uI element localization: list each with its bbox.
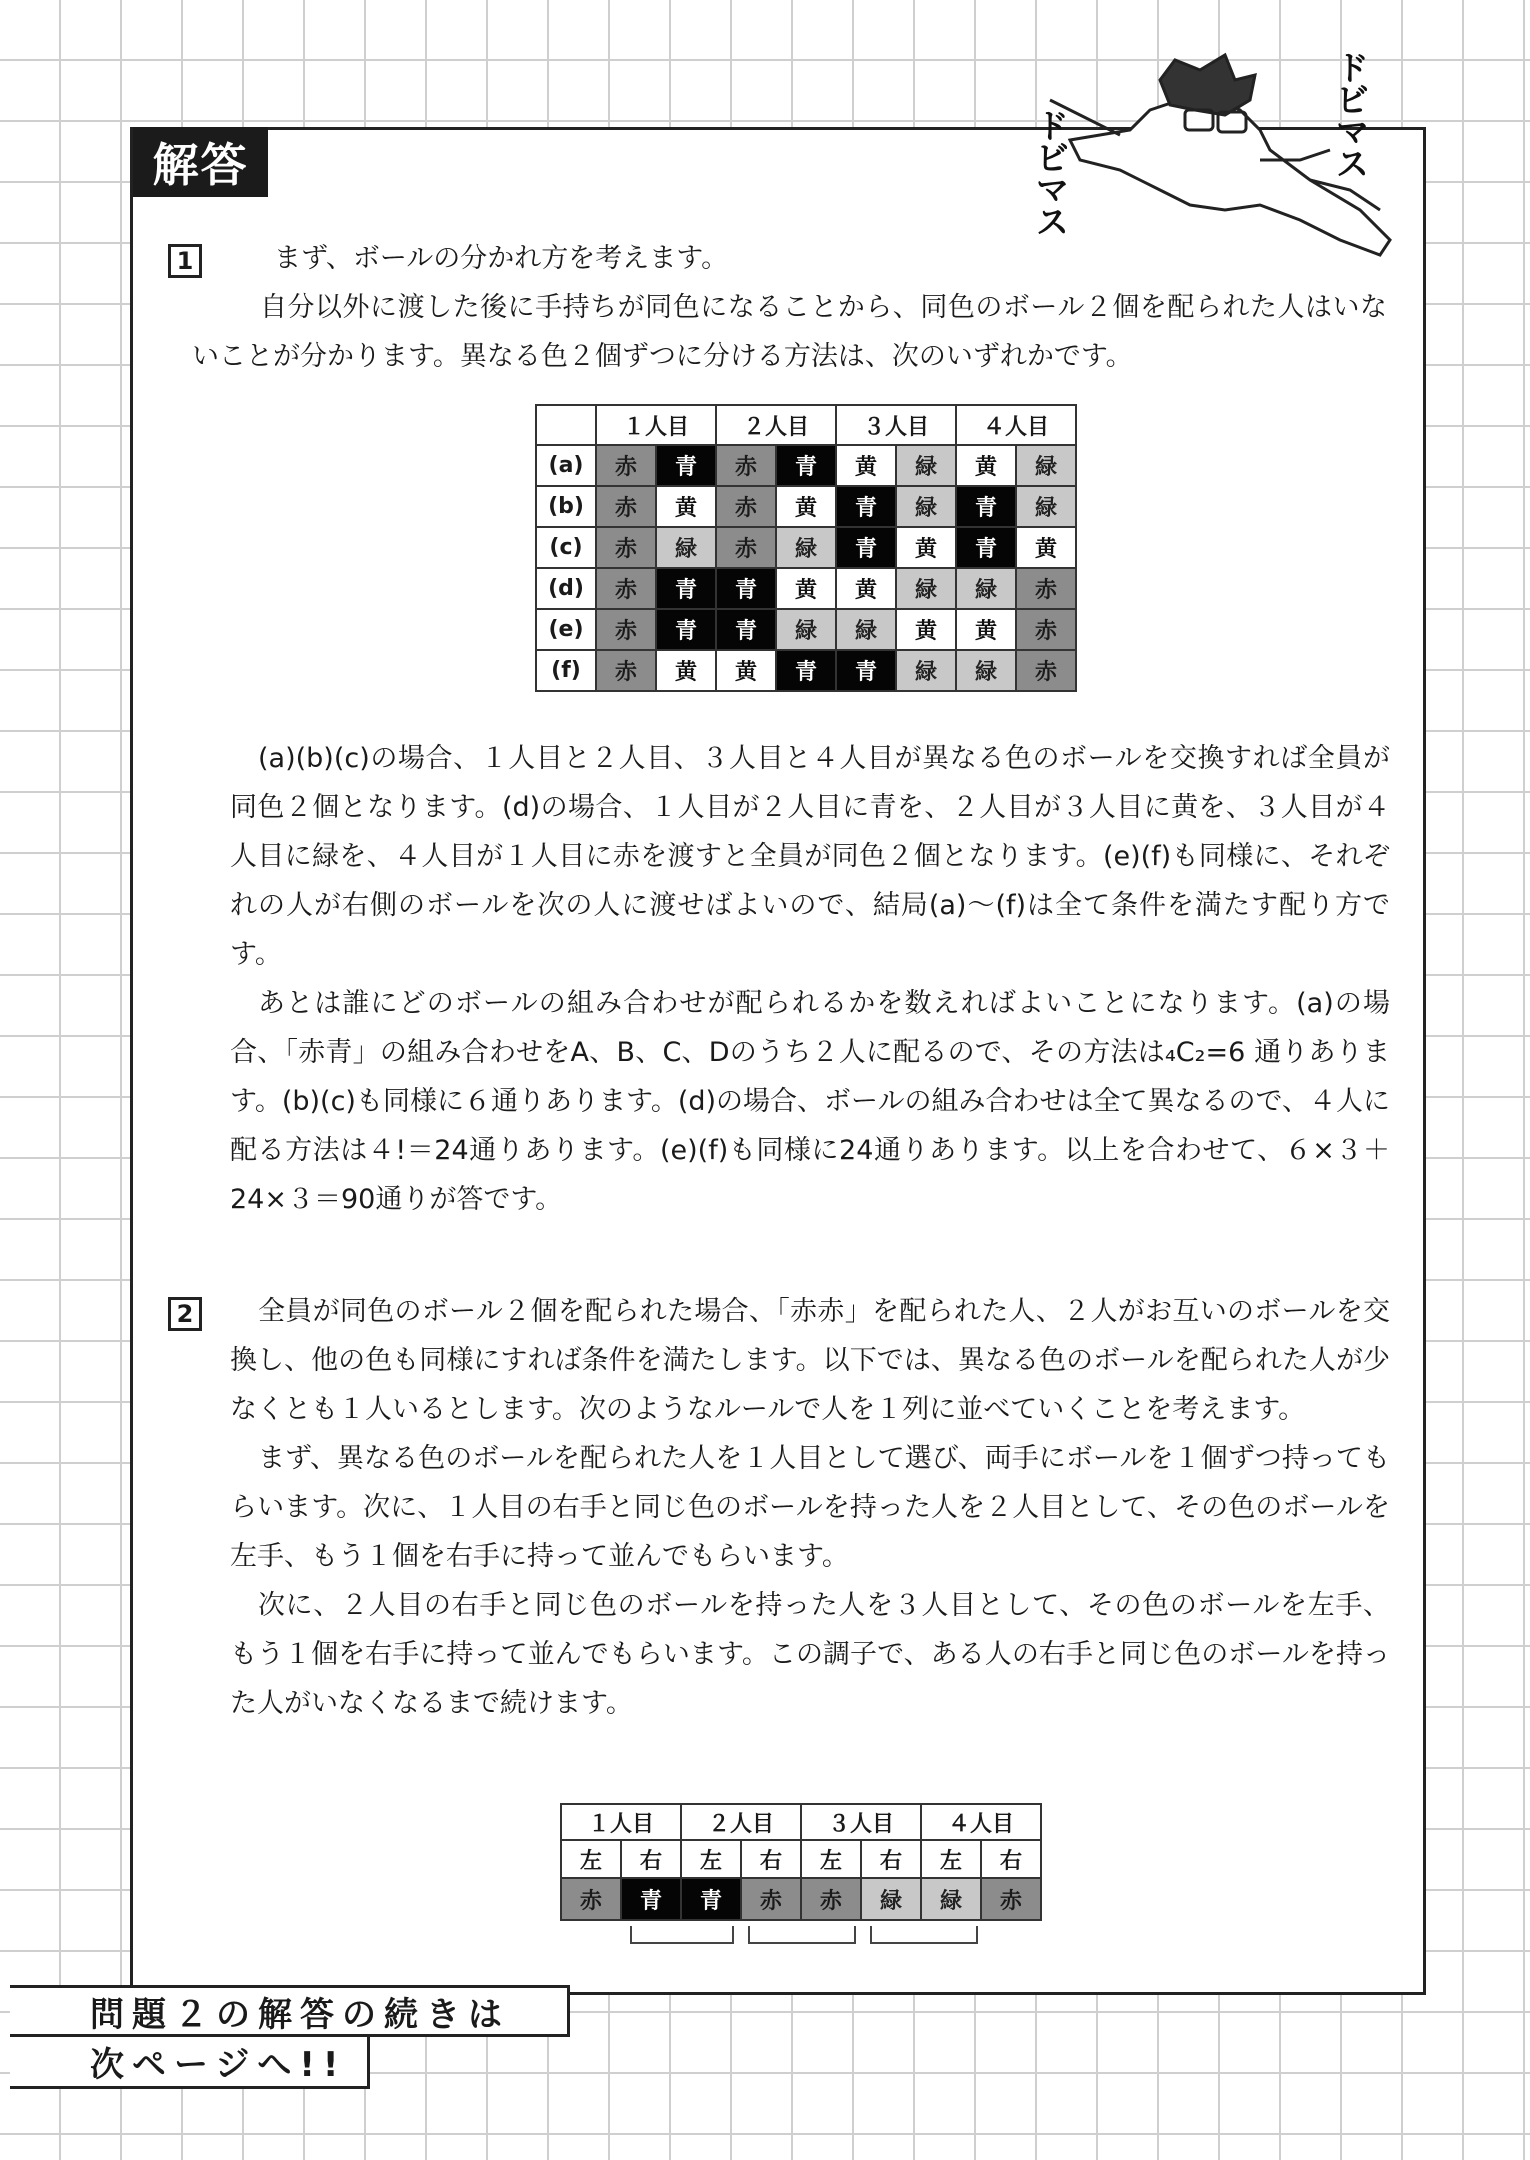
row-label: (b) bbox=[536, 486, 596, 527]
color-cell: 青 bbox=[776, 650, 836, 691]
hand-cell: 右 bbox=[981, 1840, 1041, 1878]
color-cell: 緑 bbox=[896, 568, 956, 609]
ball-distribution-table bbox=[535, 404, 1077, 692]
table-header-cell: ３人目 bbox=[836, 405, 956, 445]
color-cell: 赤 bbox=[596, 486, 656, 527]
table-header-cell: ３人目 bbox=[801, 1804, 921, 1840]
table-header-cell: ２人目 bbox=[716, 405, 836, 445]
color-cell: 黄 bbox=[1016, 527, 1076, 568]
problem-number-2: 2 bbox=[168, 1297, 202, 1331]
color-cell: 青 bbox=[656, 609, 716, 650]
hand-cell: 右 bbox=[621, 1840, 681, 1878]
hand-cell: 右 bbox=[741, 1840, 801, 1878]
color-cell: 黄 bbox=[956, 609, 1016, 650]
hand-cell: 左 bbox=[921, 1840, 981, 1878]
color-cell: 青 bbox=[836, 650, 896, 691]
color-cell: 青 bbox=[956, 486, 1016, 527]
paragraph: 次に、２人目の右手と同じ色のボールを持った人を３人目として、その色のボールを左手、もう１個を右手に持って並んでもらいます。この調子で、ある人の右手と同じ色のボールを持った人がいなくなるまで続けます。 bbox=[230, 1590, 1390, 1719]
sound-effect-text: ドビマス bbox=[1329, 50, 1369, 178]
table-row bbox=[536, 609, 1076, 650]
table-header-row bbox=[561, 1804, 1041, 1840]
color-cell: 赤 bbox=[596, 568, 656, 609]
table-row bbox=[536, 650, 1076, 691]
color-cell: 緑 bbox=[776, 527, 836, 568]
color-cell: 青 bbox=[836, 527, 896, 568]
row-label: (f) bbox=[536, 650, 596, 691]
pair-bracket bbox=[748, 1926, 856, 1944]
answer-header: 解答 bbox=[133, 127, 268, 197]
color-cell: 赤 bbox=[596, 650, 656, 691]
table-row bbox=[536, 486, 1076, 527]
color-cell: 緑 bbox=[921, 1878, 981, 1920]
color-cell: 緑 bbox=[896, 486, 956, 527]
color-cell: 赤 bbox=[981, 1878, 1041, 1920]
hand-sequence-table bbox=[560, 1803, 1042, 1921]
color-cell: 赤 bbox=[596, 609, 656, 650]
color-cell: 緑 bbox=[896, 445, 956, 486]
color-cell: 青 bbox=[656, 445, 716, 486]
table-header-cell: １人目 bbox=[596, 405, 716, 445]
color-cell: 青 bbox=[716, 568, 776, 609]
row-label: (d) bbox=[536, 568, 596, 609]
color-cell: 赤 bbox=[801, 1878, 861, 1920]
hand-cell: 左 bbox=[801, 1840, 861, 1878]
paragraph: 自分以外に渡した後に手持ちが同色になることから、同色のボール２個を配られた人はいないことが分かります。異なる色２個ずつに分ける方法は、次のいずれかです。 bbox=[192, 292, 1387, 372]
color-cell: 黄 bbox=[836, 445, 896, 486]
row-label: (e) bbox=[536, 609, 596, 650]
color-cell: 黄 bbox=[836, 568, 896, 609]
color-cell: 青 bbox=[656, 568, 716, 609]
color-cell: 黄 bbox=[896, 609, 956, 650]
section-1-explanation bbox=[230, 734, 1390, 1224]
table-row bbox=[536, 527, 1076, 568]
paragraph: あとは誰にどのボールの組み合わせが配られるかを数えればよいことになります。(a)の場合、「赤青」の組み合わせをA、B、C、Dのうち２人に配るので、その方法は₄C₂=6 通りあります。(b)(c)も同様に６通りあります。(d)の場合、ボールの組み合わせは全て異なるので、４人に配る方法は４!＝24通りあります。(e)(f)も同様に24通りあります。以上を合わせて、６×３＋24×３＝90通りが答です。 bbox=[230, 988, 1390, 1215]
paragraph: まず、異なる色のボールを配られた人を１人目として選び、両手にボールを１個ずつ持ってもらいます。次に、１人目の右手と同じ色のボールを持った人を２人目として、その色のボールを左手、もう１個を右手に持って並んでもらいます。 bbox=[230, 1443, 1390, 1572]
color-cell: 青 bbox=[716, 609, 776, 650]
color-cell: 青 bbox=[776, 445, 836, 486]
table-header-cell: １人目 bbox=[561, 1804, 681, 1840]
color-cell: 緑 bbox=[861, 1878, 921, 1920]
color-cell: 赤 bbox=[561, 1878, 621, 1920]
pair-bracket bbox=[630, 1926, 734, 1944]
hand-row bbox=[561, 1840, 1041, 1878]
paragraph: (a)(b)(c)の場合、１人目と２人目、３人目と４人目が異なる色のボールを交換すれば全員が同色２個となります。(d)の場合、１人目が２人目に青を、２人目が３人目に黄を、３人目が４人目に緑を、４人目が１人目に赤を渡すと全員が同色２個となります。(e)(f)も同様に、それぞれの人が右側のボールを次の人に渡せばよいので、結局(a)～(f)は全て条件を満たす配り方です。 bbox=[230, 743, 1390, 970]
table-row bbox=[536, 445, 1076, 486]
color-cell: 赤 bbox=[741, 1878, 801, 1920]
table-header-row bbox=[536, 405, 1076, 445]
row-label: (c) bbox=[536, 527, 596, 568]
continued-note: 問題２の解答の続きは bbox=[10, 1985, 570, 2037]
table-header-cell: ２人目 bbox=[681, 1804, 801, 1840]
color-cell: 緑 bbox=[1016, 486, 1076, 527]
table-header-cell: ４人目 bbox=[956, 405, 1076, 445]
color-cell: 緑 bbox=[656, 527, 716, 568]
color-row bbox=[561, 1878, 1041, 1920]
color-cell: 緑 bbox=[1016, 445, 1076, 486]
color-cell: 赤 bbox=[596, 445, 656, 486]
color-cell: 赤 bbox=[1016, 650, 1076, 691]
table-header-cell: ４人目 bbox=[921, 1804, 1041, 1840]
table-header-cell bbox=[536, 405, 596, 445]
row-label: (a) bbox=[536, 445, 596, 486]
next-page-note: 次ページへ!! bbox=[10, 2037, 370, 2089]
paragraph: まず、ボールの分かれ方を考えます。 bbox=[274, 243, 729, 274]
color-cell: 緑 bbox=[956, 568, 1016, 609]
hand-cell: 右 bbox=[861, 1840, 921, 1878]
color-cell: 赤 bbox=[716, 486, 776, 527]
hand-cell: 左 bbox=[681, 1840, 741, 1878]
color-cell: 赤 bbox=[716, 445, 776, 486]
table-row bbox=[536, 568, 1076, 609]
color-cell: 赤 bbox=[716, 527, 776, 568]
section-2-explanation bbox=[230, 1287, 1390, 1728]
section-1-intro bbox=[192, 234, 1387, 381]
color-cell: 黄 bbox=[776, 486, 836, 527]
color-cell: 黄 bbox=[896, 527, 956, 568]
color-cell: 黄 bbox=[716, 650, 776, 691]
color-cell: 黄 bbox=[956, 445, 1016, 486]
paragraph: 全員が同色のボール２個を配られた場合、「赤赤」を配られた人、２人がお互いのボールを交換し、他の色も同様にすれば条件を満たします。以下では、異なる色のボールを配られた人が少なくとも１人いるとします。次のようなルールで人を１列に並べていくことを考えます。 bbox=[230, 1296, 1390, 1425]
sound-effect-text: ドビマス bbox=[1029, 108, 1069, 236]
color-cell: 青 bbox=[621, 1878, 681, 1920]
color-cell: 緑 bbox=[836, 609, 896, 650]
color-cell: 緑 bbox=[896, 650, 956, 691]
color-cell: 緑 bbox=[956, 650, 1016, 691]
color-cell: 赤 bbox=[1016, 568, 1076, 609]
color-cell: 赤 bbox=[1016, 609, 1076, 650]
color-cell: 緑 bbox=[776, 609, 836, 650]
color-cell: 黄 bbox=[656, 650, 716, 691]
color-cell: 黄 bbox=[776, 568, 836, 609]
color-cell: 青 bbox=[681, 1878, 741, 1920]
hand-cell: 左 bbox=[561, 1840, 621, 1878]
pair-bracket bbox=[870, 1926, 978, 1944]
color-cell: 青 bbox=[956, 527, 1016, 568]
color-cell: 青 bbox=[836, 486, 896, 527]
color-cell: 黄 bbox=[656, 486, 716, 527]
color-cell: 赤 bbox=[596, 527, 656, 568]
problem-number-1: 1 bbox=[168, 244, 202, 278]
